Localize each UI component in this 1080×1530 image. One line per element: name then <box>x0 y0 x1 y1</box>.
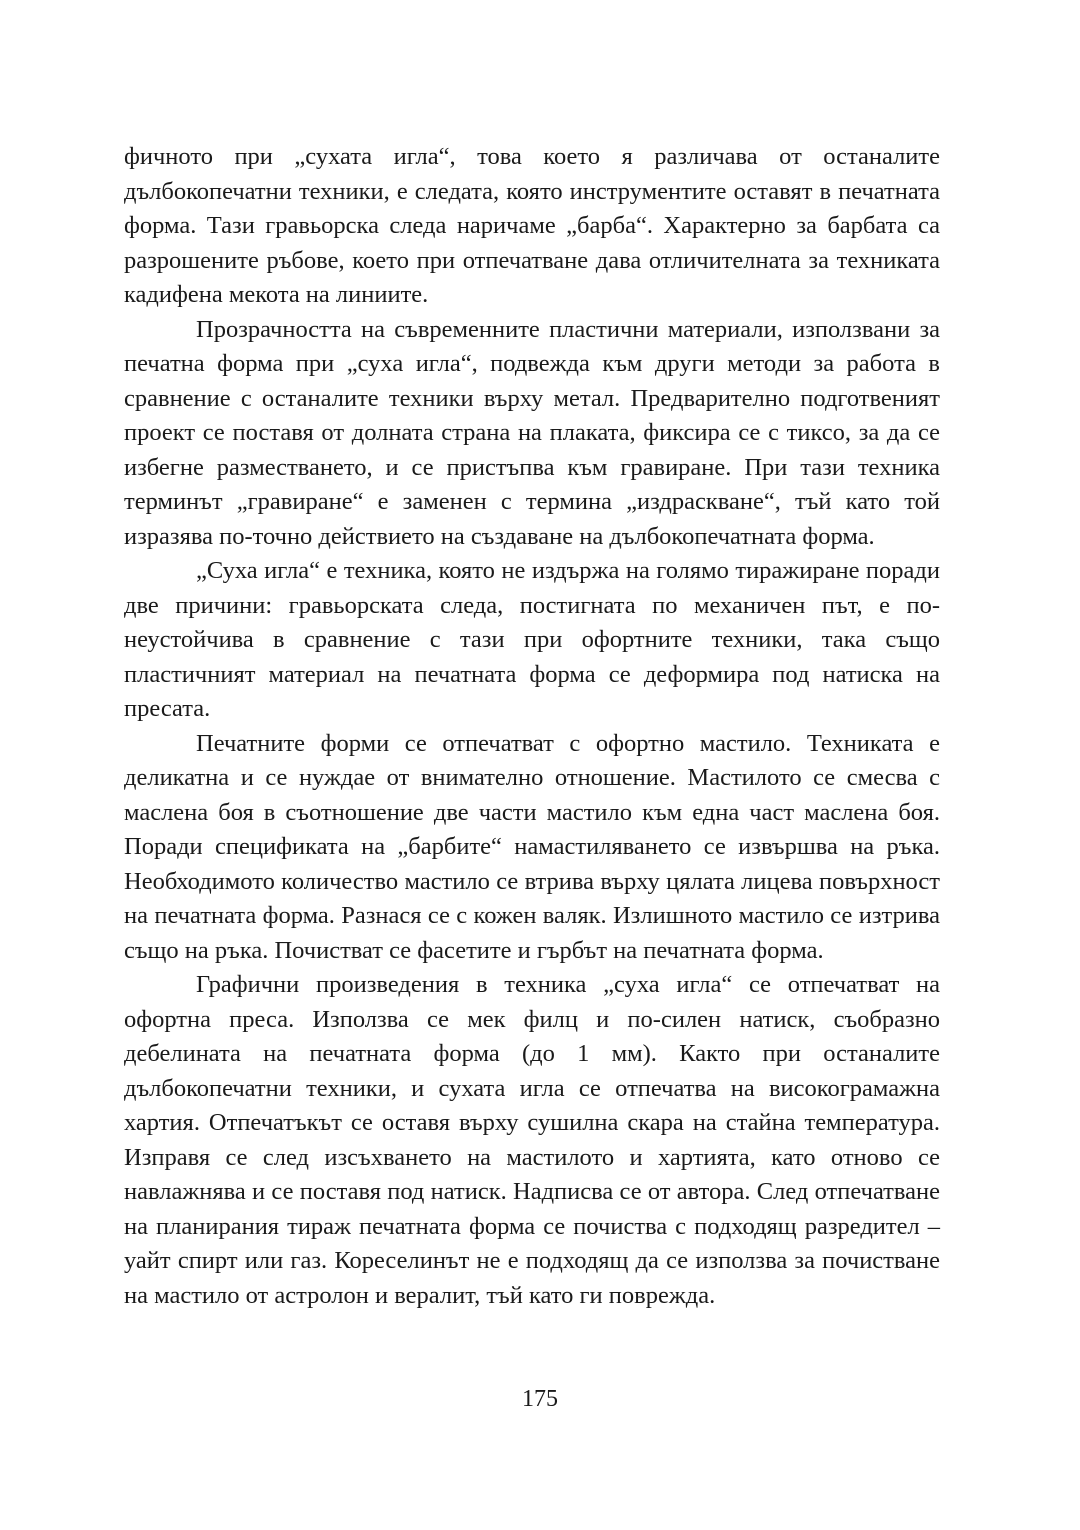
paragraph-3: „Суха игла“ е техника, която не издържа на голямо тиражиране поради две причини: гравьорската следа, постигната по механичен път, е по-неустойчива в сравнение с тази при офортните техники, така също пластичният материал на печатната форма се деформира под натиска на пресата. <box>124 557 940 722</box>
body-text <box>124 140 940 1313</box>
paragraph-4: Печатните форми се отпечатват с офортно мастило. Техниката е деликатна и се нуждае от внимателно отношение. Мастилото се смесва с маслена боя в съотношение две части мастило към една част маслена боя. Поради спецификата на „барбите“ намастиляването се извършва на ръка. Необходимото количество мастило се втрива върху цялата лицева повърхност на печатната форма. Разнася се с кожен валяк. Излишното мастило се изтрива също на ръка. Почистват се фасетите и гърбът на печатната форма. <box>124 729 940 964</box>
paragraph-2: Прозрачността на съвременните пластични материали, използвани за печатна форма при „суха игла“, подвежда към други методи за работа в сравнение с останалите техники върху метал. Предварително подготвеният проект се поставя от долната страна на плаката, фиксира се с тиксо, за да се избегне разместването, и се пристъпва към гравиране. При тази техника терминът „гравиране“ е заменен с термина „издраскване“, тъй като той изразява по-точно действието на създаване на дълбокопечатната форма. <box>124 315 940 550</box>
page-number: 175 <box>522 1386 558 1412</box>
paragraph-5: Графични произведения в техника „суха игла“ се отпечатват на офортна преса. Използва се мек филц и по-силен натиск, съобразно дебелината на печатната форма (до 1 мм). Както при останалите дълбокопечатни техники, и сухата игла се отпечатва на високограмажна хартия. Отпечатъкът се оставя върху сушилна скара на стайна температура. Изправя се след изсъхването на мастилото и хартията, като отново се навлажнява и се поставя под натиск. Надписва се от автора. След отпечатване на планирания тираж печатната форма се почиства с подходящ разредител – уайт спирт или газ. Кореселинът не е подходящ да се използва за почистване на мастило от астролон и вералит, тъй като ги поврежда. <box>124 971 940 1309</box>
paragraph-1: фичното при „сухата игла“, това което я различава от останалите дълбокопечатни техники, е следата, която инструментите оставят в печатната форма. Тази гравьорска следа наричаме „барба“. Характерно за барбата са разрошените ръбове, което при отпечатване дава отличителната за техниката кадифена мекота на линиите. <box>124 143 940 308</box>
